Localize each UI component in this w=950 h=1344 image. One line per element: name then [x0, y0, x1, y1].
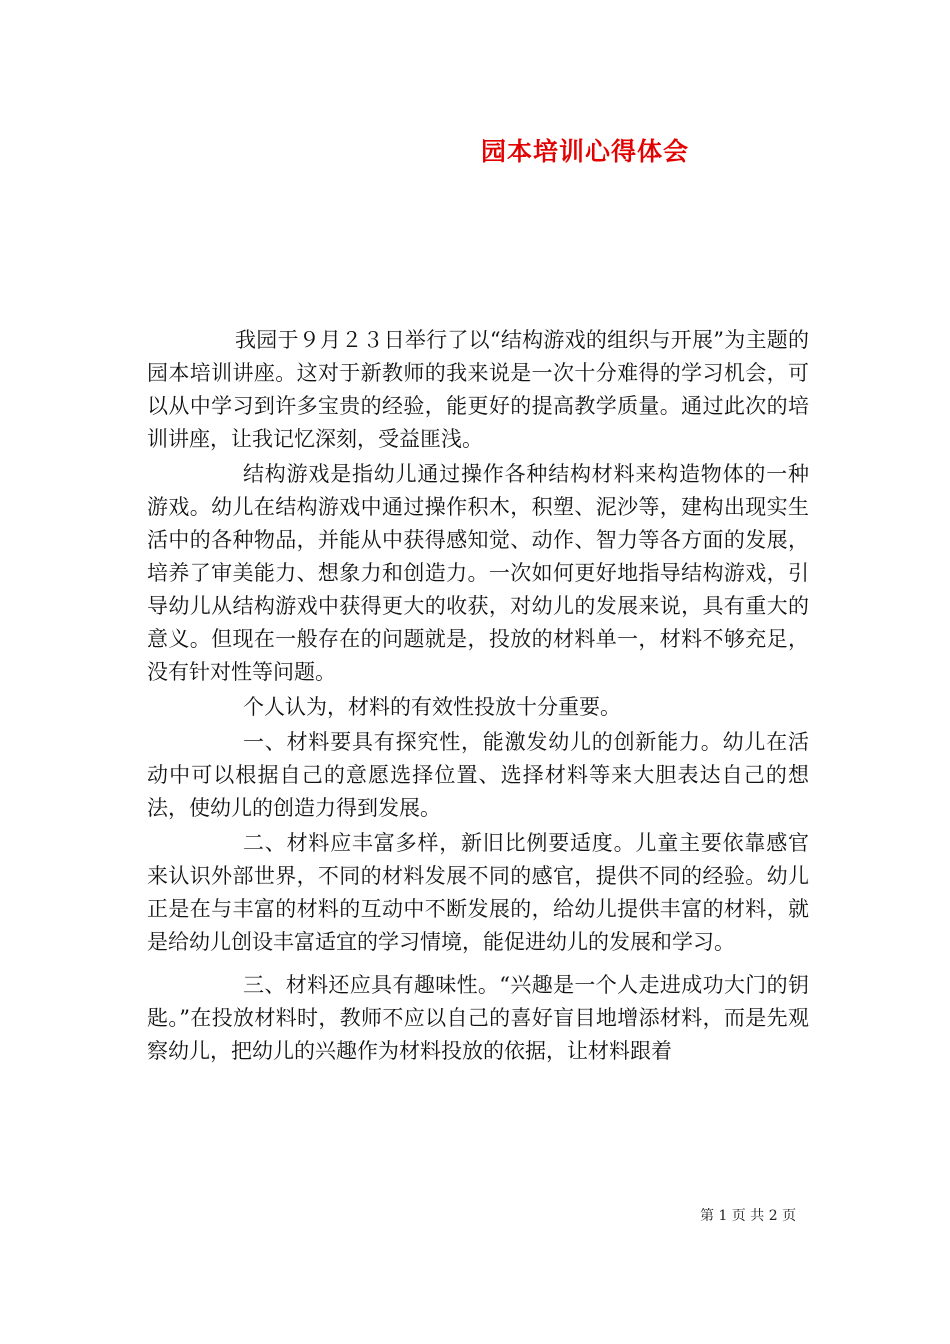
paragraph-point-one: 一、材料要具有探究性，能激发幼儿的创新能力。幼儿在活动中可以根据自己的意愿选择位置、选择材料等来大胆表达自己的想法，使幼儿的创造力得到发展。	[147, 730, 809, 820]
paragraph-point-three: 三、材料还应具有趣味性。“兴趣是一个人走进成功大门的钥匙。”在投放材料时，教师不应以自己的喜好盲目地增添材料，而是先观察幼儿，把幼儿的兴趣作为材料投放的依据，让材料跟着	[147, 973, 809, 1063]
paragraph-opinion: 个人认为，材料的有效性投放十分重要。	[243, 695, 621, 719]
paragraph-intro: 我园于９月２３日举行了以“结构游戏的组织与开展”为主题的园本培训讲座。这对于新教师的我来说是一次十分难得的学习机会，可以从中学习到许多宝贵的经验，能更好的提高教学质量。通过此次的培训讲座，让我记忆深刻，受益匪浅。	[147, 328, 809, 451]
paragraph-definition: 结构游戏是指幼儿通过操作各种结构材料来构造物体的一种游戏。幼儿在结构游戏中通过操作积木，积塑、泥沙等，建构出现实生活中的各种物品，并能从中获得感知觉、动作、智力等各方面的发展，培养了审美能力、想象力和创造力。一次如何更好地指导结构游戏，引导幼儿从结构游戏中获得更大的收获，对幼儿的发展来说，具有重大的意义。但现在一般存在的问题就是，投放的材料单一，材料不够充足，没有针对性等问题。	[147, 462, 809, 684]
document-title: 园本培训心得体会	[480, 137, 689, 166]
paragraph-point-two: 二、材料应丰富多样，新旧比例要适度。儿童主要依靠感官来认识外部世界，不同的材料发展不同的感官，提供不同的经验。幼儿正是在与丰富的材料的互动中不断发展的，给幼儿提供丰富的材料，就是给幼儿创设丰富适宜的学习情境，能促进幼儿的发展和学习。	[147, 831, 809, 954]
document-body	[147, 324, 809, 1070]
page-number-footer: 第 1 页 共 2 页	[700, 1208, 797, 1224]
